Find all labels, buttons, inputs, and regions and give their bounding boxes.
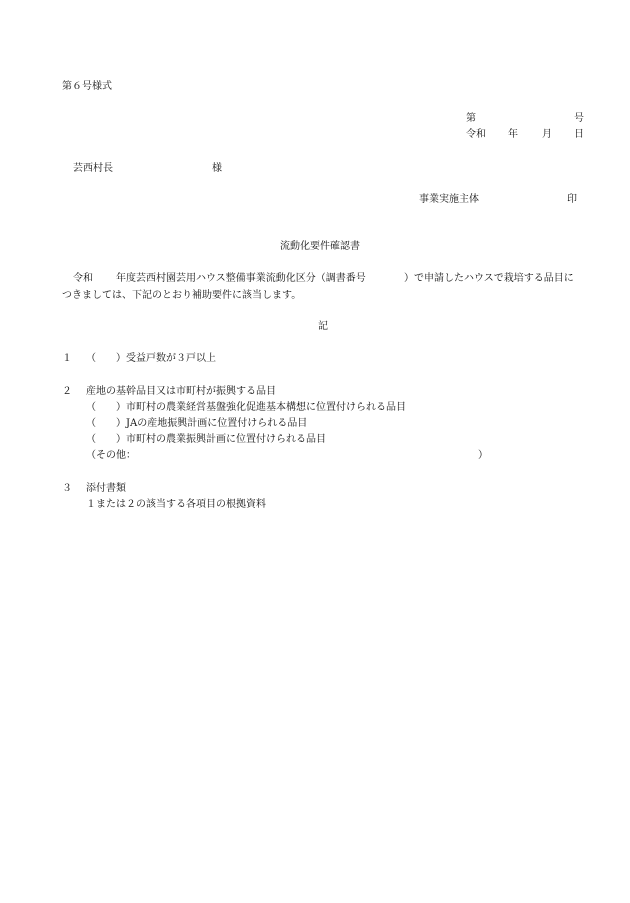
ki-heading: 記 — [318, 321, 328, 332]
item3-subtext: １または２の該当する各項目の根拠資料 — [86, 499, 266, 510]
item2-sub1: （ ）市町村の農業経営基盤強化促進基本構想に位置付けられる品目 — [86, 402, 406, 413]
addressee-honorific: 様 — [212, 163, 222, 174]
body-line1-main: 年度芸西村園芸用ハウス整備事業流動化区分（調書番号 — [116, 273, 366, 284]
item2-sub2: （ ）JAの産地振興計画に位置付けられる品目 — [86, 418, 308, 429]
body-era: 令和 — [73, 273, 93, 284]
body-line1-end: ）で申請したハウスで栽培する品目に — [404, 273, 574, 284]
document-title: 流動化要件確認書 — [280, 241, 360, 252]
date-day: 日 — [574, 129, 584, 140]
date-year: 年 — [508, 129, 518, 140]
item2-number: ２ — [62, 386, 72, 397]
date-era: 令和 — [466, 129, 486, 140]
doc-number-prefix: 第 — [466, 113, 476, 124]
applicant-seal: 印 — [567, 194, 577, 205]
item3-text: 添付書類 — [86, 483, 126, 494]
item1-number: １ — [62, 353, 72, 364]
applicant-label: 事業実施主体 — [419, 194, 479, 205]
item1-text: （ ）受益戸数が３戸以上 — [86, 353, 216, 364]
doc-number-suffix: 号 — [574, 113, 584, 124]
body-line2: つきましては、下記のとおり補助要件に該当します。 — [62, 290, 302, 301]
item2-other-open: （その他： — [86, 450, 136, 461]
item2-other-close: ） — [478, 450, 488, 461]
date-month: 月 — [542, 129, 552, 140]
item2-text: 産地の基幹品目又は市町村が振興する品目 — [86, 386, 276, 397]
form-number: 第６号様式 — [62, 81, 112, 92]
addressee-name: 芸西村長 — [73, 163, 113, 174]
item2-sub3: （ ）市町村の農業振興計画に位置付けられる品目 — [86, 434, 326, 445]
item3-number: ３ — [62, 483, 72, 494]
